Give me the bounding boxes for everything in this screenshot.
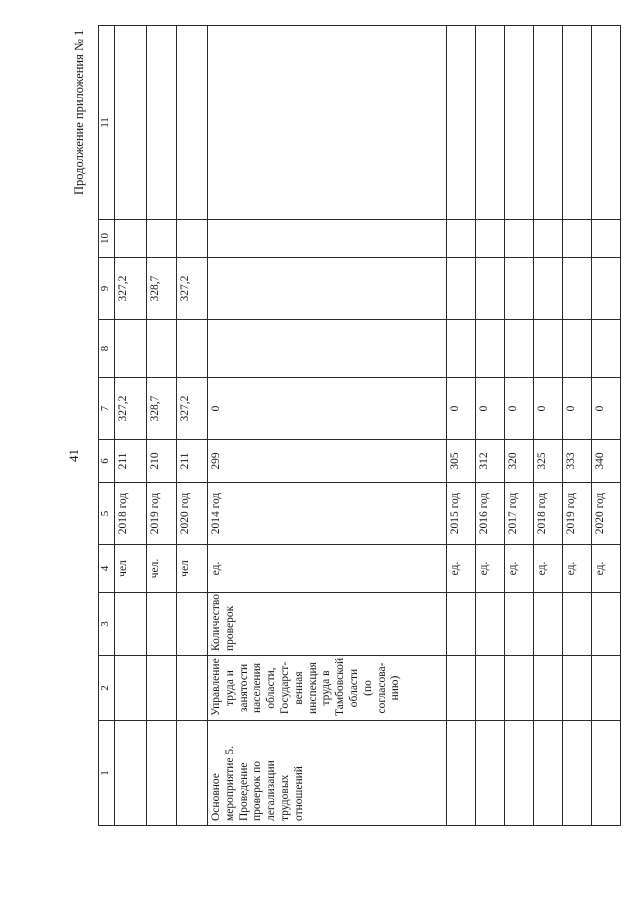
table-cell [534, 656, 563, 721]
table-cell [476, 721, 505, 826]
table-cell [115, 656, 147, 721]
unit-cell: ед. [534, 545, 563, 593]
year-cell: 2014 год [208, 483, 447, 545]
table-cell [147, 593, 177, 656]
year-cell: 2017 год [505, 483, 534, 545]
header-cell: 3 [99, 593, 115, 656]
value-cell: 327,2 [115, 258, 147, 320]
table-cell [147, 721, 177, 826]
table-cell [534, 220, 563, 258]
table-row [147, 26, 177, 826]
table-cell [505, 593, 534, 656]
unit-cell: ед. [505, 545, 534, 593]
table-cell [563, 320, 592, 378]
table-cell [447, 220, 476, 258]
value-cell [177, 26, 208, 220]
unit-cell: чел. [147, 545, 177, 593]
year-cell: 2016 год [476, 483, 505, 545]
unit-cell: ед. [563, 545, 592, 593]
table-row [592, 26, 621, 826]
unit-cell: чел [115, 545, 147, 593]
header-cell: 9 [99, 258, 115, 320]
value-cell [115, 220, 147, 258]
year-cell: 2018 год [534, 483, 563, 545]
table-cell [208, 220, 447, 258]
table-cell [115, 593, 147, 656]
table-cell [476, 593, 505, 656]
header-cell: 1 [99, 721, 115, 826]
page-number: 41 [66, 449, 81, 462]
year-cell: 2020 год [177, 483, 208, 545]
value-cell [177, 320, 208, 378]
table-cell [534, 258, 563, 320]
value-cell [147, 220, 177, 258]
table-cell [563, 26, 592, 220]
value-cell: 0 [592, 378, 621, 440]
table-cell [208, 320, 447, 378]
table-row [563, 26, 592, 826]
table-cell [534, 721, 563, 826]
value-cell: 211 [115, 440, 147, 483]
table-cell [563, 721, 592, 826]
table-cell [447, 26, 476, 220]
table-cell [147, 656, 177, 721]
value-cell: 0 [476, 378, 505, 440]
executor-cell: Управление труда и занятости населения области, Государст-венная инспекция труда в Тамбовской области (по согласова-нию) [208, 656, 447, 721]
header-cell: 11 [99, 26, 115, 220]
unit-cell: ед. [476, 545, 505, 593]
value-cell: 328,7 [147, 258, 177, 320]
table-cell [563, 656, 592, 721]
table-cell [592, 220, 621, 258]
value-cell: 325 [534, 440, 563, 483]
table-cell [476, 656, 505, 721]
indicator-cell: Количество проверок [208, 593, 447, 656]
table-cell [476, 258, 505, 320]
year-cell: 2020 год [592, 483, 621, 545]
value-cell: 0 [208, 378, 447, 440]
value-cell: 328,7 [147, 378, 177, 440]
unit-cell: чел [177, 545, 208, 593]
header-cell: 2 [99, 656, 115, 721]
year-cell: 2018 год [115, 483, 147, 545]
table-row [177, 26, 208, 826]
value-cell: 0 [563, 378, 592, 440]
table-cell [534, 320, 563, 378]
table-cell [177, 656, 208, 721]
table-cell [447, 320, 476, 378]
table-cell [177, 593, 208, 656]
table-cell [505, 258, 534, 320]
table-cell [476, 26, 505, 220]
unit-cell: ед. [208, 545, 447, 593]
table-cell [592, 258, 621, 320]
value-cell: 0 [534, 378, 563, 440]
table-cell [447, 593, 476, 656]
table-cell [115, 721, 147, 826]
value-cell: 333 [563, 440, 592, 483]
table-cell [447, 258, 476, 320]
table-row-main-activity [208, 26, 447, 826]
value-cell [177, 220, 208, 258]
value-cell: 211 [177, 440, 208, 483]
table-cell [592, 26, 621, 220]
table-cell [563, 258, 592, 320]
table-cell [534, 26, 563, 220]
header-cell: 7 [99, 378, 115, 440]
value-cell: 327,2 [177, 258, 208, 320]
value-cell: 0 [447, 378, 476, 440]
header-cell: 6 [99, 440, 115, 483]
table-cell [447, 656, 476, 721]
table-cell [476, 320, 505, 378]
year-cell: 2019 год [563, 483, 592, 545]
header-cell: 8 [99, 320, 115, 378]
table-cell [563, 220, 592, 258]
value-cell: 327,2 [177, 378, 208, 440]
value-cell [147, 320, 177, 378]
table-row [447, 26, 476, 826]
table-row [476, 26, 505, 826]
value-cell: 299 [208, 440, 447, 483]
value-cell [115, 320, 147, 378]
table-cell [505, 220, 534, 258]
value-cell: 210 [147, 440, 177, 483]
header-cell: 10 [99, 220, 115, 258]
data-table [98, 25, 621, 826]
table-cell [447, 721, 476, 826]
table-cell [592, 593, 621, 656]
table-cell [208, 258, 447, 320]
unit-cell: ед. [592, 545, 621, 593]
table-cell [592, 320, 621, 378]
table-row [505, 26, 534, 826]
table-cell [208, 26, 447, 220]
table-cell [563, 593, 592, 656]
table-cell [505, 656, 534, 721]
header-cell: 4 [99, 545, 115, 593]
value-cell [115, 26, 147, 220]
table-row [115, 26, 147, 826]
unit-cell: ед. [447, 545, 476, 593]
value-cell: 0 [505, 378, 534, 440]
table-cell [505, 721, 534, 826]
year-cell: 2015 год [447, 483, 476, 545]
table-cell [534, 593, 563, 656]
table-row [534, 26, 563, 826]
year-cell: 2019 год [147, 483, 177, 545]
table-cell [505, 26, 534, 220]
table-cell [592, 656, 621, 721]
continuation-note: Продолжение приложения № 1 [72, 29, 86, 195]
value-cell: 320 [505, 440, 534, 483]
table-cell [505, 320, 534, 378]
activity-cell: Основное мероприятие 5. Проведение проверок по легализации трудовых отношений [208, 721, 447, 826]
value-cell: 312 [476, 440, 505, 483]
table-cell [592, 721, 621, 826]
header-cell: 5 [99, 483, 115, 545]
table-cell [177, 721, 208, 826]
value-cell: 340 [592, 440, 621, 483]
rotated-table-container [98, 26, 606, 826]
value-cell [147, 26, 177, 220]
table-cell [476, 220, 505, 258]
value-cell: 327,2 [115, 378, 147, 440]
header-row [99, 26, 115, 826]
value-cell: 305 [447, 440, 476, 483]
